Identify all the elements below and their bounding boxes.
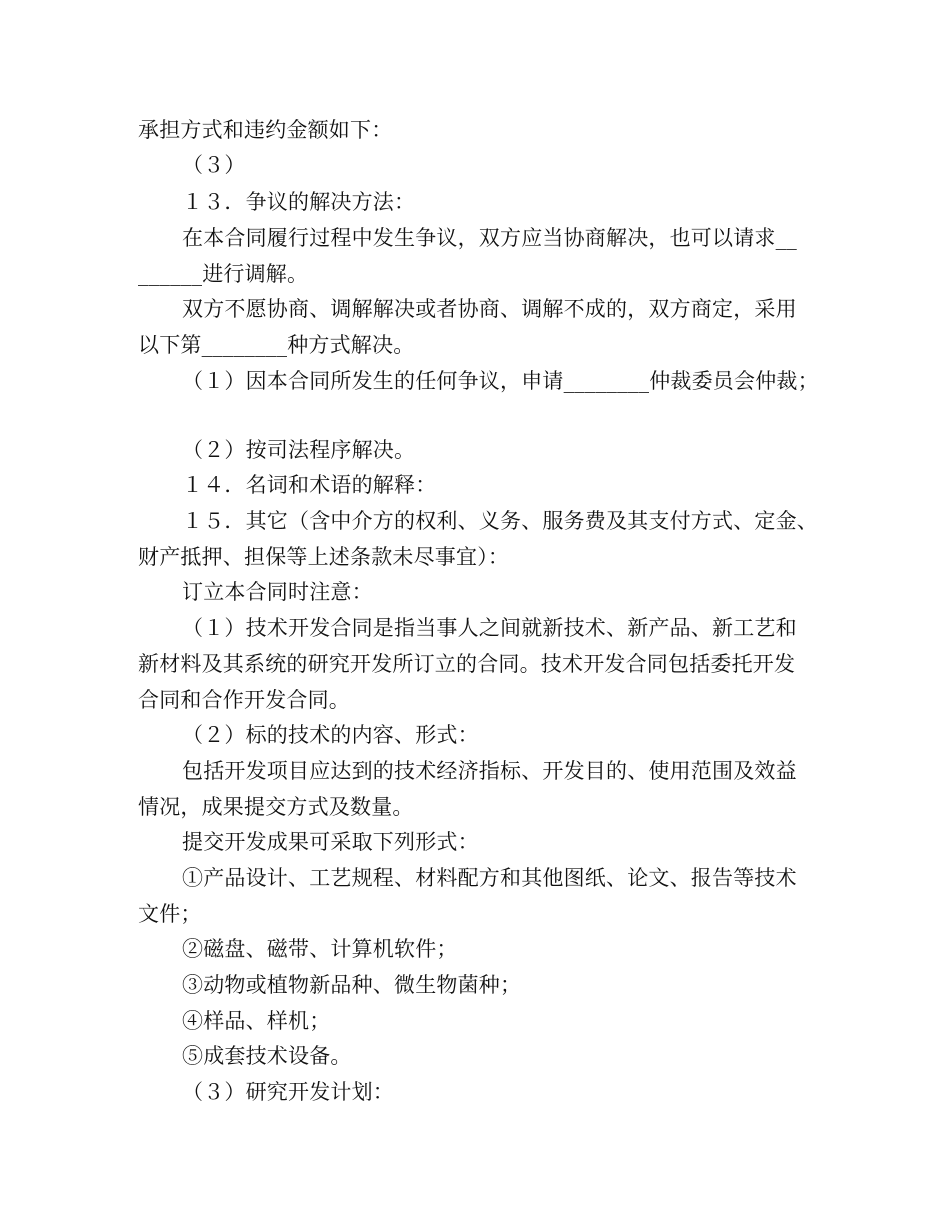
- list-item: ②磁盘、磁带、计算机软件；: [182, 937, 458, 961]
- text-line: 承担方式和违约金额如下：: [138, 118, 393, 142]
- text-line: 订立本合同时注意：: [182, 580, 373, 604]
- text-line: 双方不愿协商、调解解决或者协商、调解不成的，双方商定，采用: [182, 297, 797, 321]
- section-heading: １４．名词和术语的解释：: [182, 473, 437, 497]
- section-heading: １５．其它（含中介方的权利、义务、服务费及其支付方式、定金、: [182, 509, 818, 533]
- text-line: 提交开发成果可采取下列形式：: [182, 830, 479, 854]
- section-heading: １３．争议的解决方法：: [182, 190, 416, 214]
- text-line: （２）按司法程序解决。: [182, 438, 416, 462]
- text-line: （３）: [182, 153, 246, 177]
- text-line: （２）标的技术的内容、形式：: [182, 723, 479, 747]
- text-line: 新材料及其系统的研究开发所订立的合同。技术开发合同包括委托开发: [138, 652, 796, 676]
- list-item: ④样品、样机；: [182, 1009, 331, 1033]
- text-line: 情况，成果提交方式及数量。: [138, 795, 414, 819]
- text-line: 合同和合作开发合同。: [138, 688, 350, 712]
- text-line: 文件；: [138, 902, 202, 926]
- text-line: （１）技术开发合同是指当事人之间就新技术、新产品、新工艺和: [182, 616, 797, 640]
- text-line: 以下第________种方式解决。: [138, 333, 415, 357]
- text-line: （１）因本合同所发生的任何争议，申请________仲裁委员会仲裁；: [182, 369, 819, 393]
- text-line: 财产抵押、担保等上述条款未尽事宜）：: [138, 545, 510, 569]
- list-item: ③动物或植物新品种、微生物菌种；: [182, 973, 522, 997]
- text-line: ______进行调解。: [138, 262, 309, 286]
- list-item: ⑤成套技术设备。: [182, 1044, 352, 1068]
- section-heading: （３）研究开发计划：: [182, 1080, 394, 1104]
- list-item: ①产品设计、工艺规程、材料配方和其他图纸、论文、报告等技术: [182, 866, 797, 890]
- text-line: 包括开发项目应达到的技术经济指标、开发目的、使用范围及效益: [182, 759, 797, 783]
- text-line: 在本合同履行过程中发生争议，双方应当协商解决，也可以请求__: [182, 226, 797, 250]
